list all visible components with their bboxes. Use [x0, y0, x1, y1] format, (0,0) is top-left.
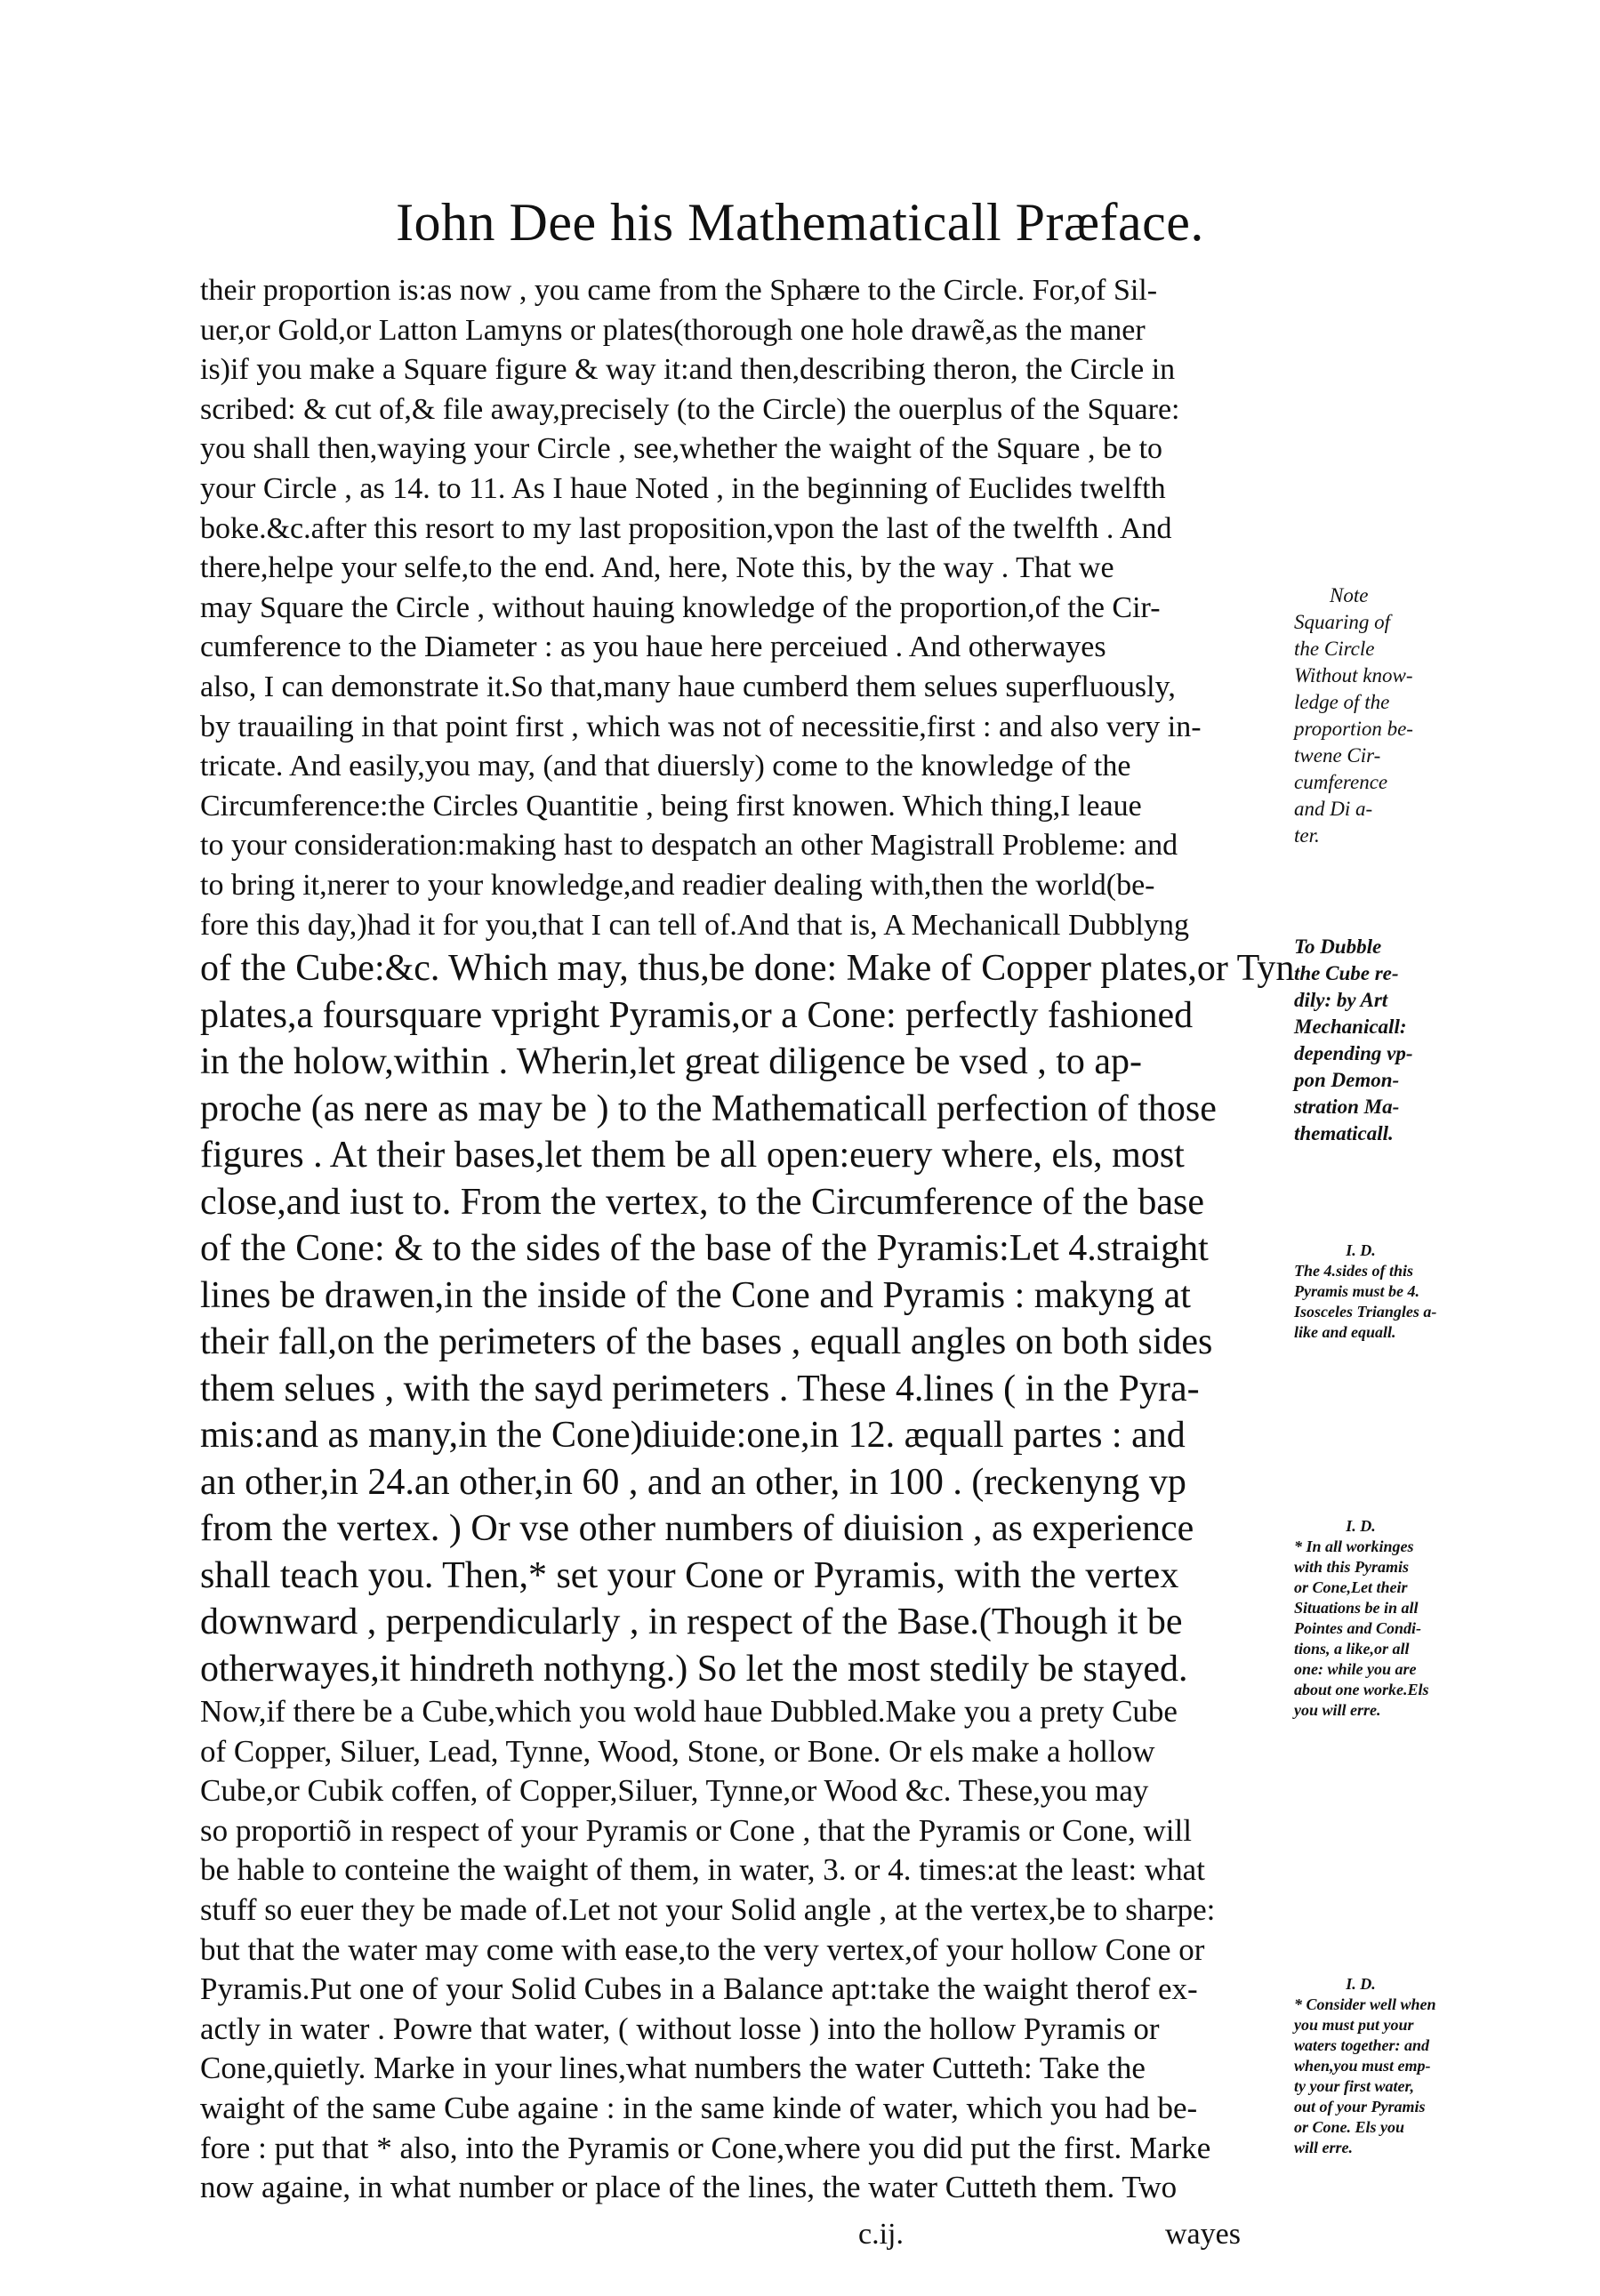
text-line: waight of the same Cube againe : in the same kinde of water, which you had be- [200, 2091, 1198, 2126]
margin-note-squaring-circle [1294, 582, 1490, 849]
text-line: to your consideration:making hast to despatch an other Magistrall Probleme: and [200, 829, 1178, 863]
text-line: mis:and as many,in the Cone)diuide:one,in 12. æquall partes : and [200, 1415, 1186, 1457]
margin-note-workinges [1294, 1516, 1490, 1721]
text-line: boke.&c.after this resort to my last proposition,vpon the last of the twelfth . And [200, 511, 1172, 545]
text-line: so proportiõ in respect of your Pyramis or Cone , that the Pyramis or Cone, will [200, 1812, 1192, 1848]
note-line: out of your Pyramis [1294, 2098, 1426, 2115]
text-line: scribed: & cut of,& file away,precisely (to the Circle) the ouerplus of the Square: [200, 392, 1180, 426]
note-line: waters together: and [1294, 2036, 1430, 2054]
text-line: to bring it,nerer to your knowledge,and readier dealing with,then the world(be- [200, 868, 1155, 902]
note-line: like and equall. [1294, 1323, 1396, 1341]
margin-note-pyramis-sides [1294, 1240, 1490, 1343]
note-line: cumference [1294, 771, 1388, 793]
text-line: but that the water may come with ease,to the very vertex,of your hollow Cone or [200, 1931, 1205, 1967]
text-line: tricate. And easily,you may, (and that diuersly) come to the knowledge of the [200, 750, 1131, 783]
text-line: figures . At their bases,let them be all open:euery where, els, most [200, 1135, 1185, 1176]
text-line: actly in water . Powre that water, ( without losse ) into the hollow Pyramis or [200, 2011, 1160, 2046]
note-line: thematicall. [1294, 1122, 1394, 1144]
note-heading: I. D. [1346, 1517, 1376, 1535]
text-line: of Copper, Siluer, Lead, Tynne, Wood, Stone, or Bone. Or els make a hollow [200, 1733, 1155, 1769]
text-line: from the vertex. ) Or vse other numbers of diuision , as experience [200, 1508, 1194, 1550]
signature-mark: c.ij. [858, 2218, 904, 2251]
note-line: ledge of the [1294, 691, 1390, 713]
text-line: in the holow,within . Wherin,let great diligence be vsed , to ap- [200, 1041, 1143, 1083]
note-line: the Cube re- [1294, 962, 1399, 984]
text-line: uer,or Gold,or Latton Lamyns or plates(thorough one hole drawẽ,as the maner [200, 313, 1146, 347]
note-line: Pyramis must be 4. [1294, 1282, 1420, 1300]
note-line: when,you must emp- [1294, 2057, 1431, 2075]
text-line: proche (as nere as may be ) to the Mathematicall perfection of those [200, 1088, 1217, 1129]
text-line: Cone,quietly. Marke in your lines,what numbers the water Cutteth: Take the [200, 2051, 1146, 2086]
note-line: pon Demon- [1294, 1069, 1400, 1091]
text-line: is)if you make a Square figure & way it:and then,describing theron, the Circle in [200, 353, 1176, 387]
text-line: plates,a foursquare vpright Pyramis,or a Cone: perfectly fashioned [200, 994, 1194, 1036]
note-line: you will erre. [1294, 1701, 1381, 1719]
note-line: * In all workinges [1294, 1537, 1414, 1555]
text-line: cumference to the Diameter : as you haue here perceiued . And otherwayes [200, 630, 1106, 664]
text-line: of the Cone: & to the sides of the base of the Pyramis:Let 4.straight [200, 1228, 1209, 1270]
note-line: Pointes and Condi- [1294, 1619, 1422, 1637]
margin-note-consider-waters [1294, 1974, 1490, 2158]
note-heading: I. D. [1346, 1975, 1376, 1993]
note-line: stration Ma- [1294, 1096, 1400, 1118]
text-line: Now,if there be a Cube,which you wold haue Dubbled.Make you a prety Cube [200, 1694, 1178, 1730]
text-line: of the Cube:&c. Which may, thus,be done: Make of Copper plates,or Tyn [200, 948, 1295, 990]
note-line: Mechanicall: [1294, 1016, 1407, 1038]
note-line: Note [1330, 584, 1369, 606]
text-line: Pyramis.Put one of your Solid Cubes in a Balance apt:take the waight therof ex- [200, 1971, 1198, 2007]
text-line: stuff so euer they be made of.Let not your Solid angle , at the vertex,be to sharpe: [200, 1892, 1216, 1928]
note-line: will erre. [1294, 2139, 1353, 2156]
text-line: there,helpe your selfe,to the end. And, here, Note this, by the way . That we [200, 551, 1114, 585]
note-line: ty your first water, [1294, 2077, 1415, 2095]
text-line: also, I can demonstrate it.So that,many haue cumberd them selues superfluously, [200, 670, 1176, 703]
note-line: the Circle [1294, 638, 1375, 660]
note-line: ter. [1294, 824, 1320, 847]
text-line: may Square the Circle , without hauing knowledge of the proportion,of the Cir- [200, 590, 1161, 624]
note-line: you must put your [1294, 2016, 1414, 2034]
text-line: lines be drawen,in the inside of the Cone and Pyramis : makyng at [200, 1274, 1191, 1316]
text-line: an other,in 24.an other,in 60 , and an other, in 100 . (reckenyng vp [200, 1461, 1186, 1503]
running-head: Iohn Dee his Mathematicall Præface. [396, 193, 1204, 252]
note-line: * Consider well when [1294, 1995, 1436, 2013]
margin-note-dubble-cube [1294, 934, 1490, 1147]
text-line: your Circle , as 14. to 11. As I haue Noted , in the beginning of Euclides twelfth [200, 471, 1166, 505]
text-line: fore this day,)had it for you,that I can tell of.And that is, A Mechanicall Dubblyng [200, 908, 1189, 942]
note-line: or Cone,Let their [1294, 1578, 1408, 1596]
text-line: Cube,or Cubik coffen, of Copper,Siluer, Tynne,or Wood &c. These,you may [200, 1773, 1149, 1809]
main-text-block [200, 271, 1294, 2208]
note-line: depending vp- [1294, 1042, 1413, 1064]
text-line: downward , perpendicularly , in respect of the Base.(Though it be [200, 1602, 1183, 1643]
note-line: The 4.sides of this [1294, 1262, 1414, 1280]
text-line: you shall then,waying your Circle , see,whether the waight of the Square , be to [200, 432, 1163, 466]
note-heading: I. D. [1346, 1241, 1376, 1259]
text-line: shall teach you. Then,* set your Cone or Pyramis, with the vertex [200, 1554, 1179, 1596]
text-line: Circumference:the Circles Quantitie , being first knowen. Which thing,I leaue [200, 789, 1142, 823]
note-line: with this Pyramis [1294, 1558, 1410, 1576]
note-line: or Cone. Els you [1294, 2118, 1405, 2136]
note-line: twene Cir- [1294, 744, 1381, 767]
text-line: them selues , with the sayd perimeters . These 4.lines ( in the Pyra- [200, 1368, 1200, 1409]
note-line: dily: by Art [1294, 989, 1388, 1011]
note-line: one: while you are [1294, 1660, 1417, 1678]
note-line: tions, a like,or all [1294, 1640, 1410, 1658]
note-line: about one worke.Els [1294, 1681, 1429, 1698]
note-line: Situations be in all [1294, 1599, 1419, 1617]
text-line: otherwayes,it hindreth nothyng.) So let the most stedily be stayed. [200, 1648, 1188, 1690]
catchword: wayes [1165, 2218, 1241, 2251]
note-line: Squaring of [1294, 611, 1390, 633]
text-line: be hable to conteine the waight of them, in water, 3. or 4. times:at the least: what [200, 1852, 1205, 1888]
note-line: proportion be- [1294, 718, 1413, 740]
text-line: their proportion is:as now , you came from the Sphære to the Circle. For,of Sil- [200, 274, 1158, 307]
text-line: their fall,on the perimeters of the bases , equall angles on both sides [200, 1321, 1213, 1363]
text-line: now againe, in what number or place of the lines, the water Cutteth them. Two [200, 2170, 1178, 2205]
note-line: and Di a- [1294, 798, 1373, 820]
text-line: by trauailing in that point first , which was not of necessitie,first : and also very in- [200, 710, 1202, 743]
text-line: close,and iust to. From the vertex, to the Circumference of the base [200, 1181, 1204, 1223]
text-line: fore : put that * also, into the Pyramis or Cone,where you did put the first. Marke [200, 2130, 1211, 2165]
note-line: Without know- [1294, 664, 1413, 686]
note-line: Isosceles Triangles a- [1294, 1303, 1437, 1321]
note-line: To Dubble [1294, 935, 1382, 958]
